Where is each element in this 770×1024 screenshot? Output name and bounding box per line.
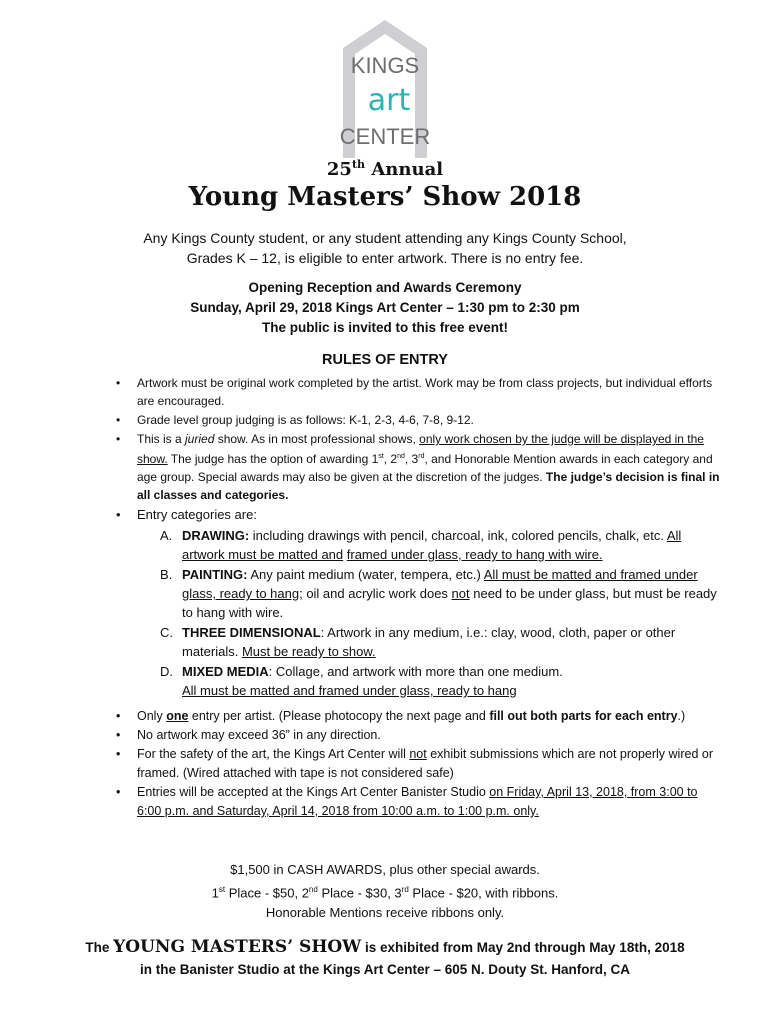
text: is exhibited from May 2nd through May 18th, 2018 — [361, 940, 685, 955]
sup-st: st — [378, 453, 384, 460]
fill-out-emphasis: fill out both parts for each entry — [489, 709, 678, 723]
category-three-dimensional — [137, 623, 722, 661]
text: Place - $50, 2 — [225, 885, 309, 901]
category-drawing — [137, 526, 722, 564]
text: entry per artist. (Please photocopy the next page and — [188, 709, 490, 723]
category-text: including drawings with pencil, charcoal, ink, colored pencils, chalk, etc. — [249, 528, 667, 543]
category-underlined: framed under glass, ready to hang with wire. — [346, 547, 603, 562]
awards-info — [0, 860, 770, 923]
category-letter: D. — [160, 664, 173, 679]
category-text: need to be under glass, but must be ready to hang with wire. — [182, 586, 717, 620]
category-name: DRAWING: — [182, 528, 250, 543]
anniversary-number: 25 — [326, 159, 352, 180]
category-underlined: Must be ready to show. — [241, 644, 376, 659]
text: No artwork may exceed 36” in any direction. — [137, 728, 381, 742]
rules-heading: RULES OF ENTRY — [322, 352, 448, 368]
reception-info — [0, 278, 770, 338]
exhibition-footer — [0, 936, 770, 981]
text: exhibit submissions which are not properly wired or framed. (Wired attached with tape is not considered safe) — [137, 747, 713, 780]
juried-underlined: only work chosen by the judge will be displayed in the show. — [137, 432, 704, 466]
category-mixed-media — [137, 662, 722, 700]
reception-title: Opening Reception and Awards Ceremony — [248, 280, 522, 295]
judge-decision-final: The judge’s decision is final in all classes and categories. — [137, 470, 720, 502]
sup-rd: rd — [418, 453, 425, 460]
rule-original-work-text: Artwork must be original work completed by the artist. Work may be from class projects, but individual efforts are encouraged. — [137, 376, 713, 408]
juried-text-f: , 2 — [383, 452, 398, 466]
anniversary-line — [0, 158, 770, 180]
juried-text-c: show. As in most professional shows, — [214, 432, 420, 446]
not-emphasis: not — [409, 747, 427, 761]
category-letter: A. — [160, 528, 173, 543]
category-name: PAINTING: — [182, 567, 248, 582]
rule-original-work — [112, 374, 722, 410]
eligibility-intro — [0, 228, 770, 268]
logo-arch-graphic — [335, 18, 435, 158]
juried-text-h: , and Honorable Mention awards in each category and age group. Special awards may also be given at the discretion of the judges. — [137, 452, 713, 484]
sup: rd — [401, 885, 409, 894]
rule-grade-judging — [112, 411, 722, 429]
logo-art-text: art — [367, 83, 411, 118]
juried-text-e: The judge has the option of awarding 1 — [167, 452, 379, 466]
text: .) — [677, 709, 686, 723]
show-name: YOUNG MASTERS’ SHOW — [113, 937, 362, 957]
text: 1 — [211, 885, 219, 901]
text: Place - $30, 3 — [317, 885, 402, 901]
category-painting — [137, 565, 722, 622]
juried-text-g: , 3 — [404, 452, 419, 466]
intro-line-1: Any Kings County student, or any student attending any Kings County School, — [143, 230, 627, 246]
reception-public-note: The public is invited to this free event! — [261, 320, 509, 335]
entry-dates-underlined: on Friday, April 13, 2018, from 3:00 to 6:00 p.m. and Saturday, April 14, 2018 from 10:00 a.m. to 1:00 p.m. only. — [137, 785, 698, 818]
rule-juried-show — [112, 430, 722, 504]
rule-grade-judging-text: Grade level group judging is as follows: K-1, 2-3, 4-6, 7-8, 9-12. — [137, 413, 474, 427]
rule-entry-dates — [112, 783, 722, 821]
text: Entries will be accepted at the Kings Art Center Banister Studio — [137, 785, 490, 799]
cash-awards-line: $1,500 in CASH AWARDS, plus other special awards. — [230, 862, 540, 877]
category-list — [137, 526, 722, 700]
text: The — [85, 940, 114, 955]
category-underlined: not — [451, 586, 470, 601]
rule-safety — [112, 745, 722, 783]
category-text: Any paint medium (water, tempera, etc.) — [247, 567, 484, 582]
category-name: MIXED MEDIA — [182, 664, 269, 679]
page-title: Young Masters’ Show 2018 — [188, 182, 582, 212]
footer-line-1 — [0, 936, 770, 959]
honorable-mentions-line: Honorable Mentions receive ribbons only. — [265, 905, 505, 921]
category-text: : Artwork in any medium, i.e.: clay, wood, cloth, paper or other materials. — [182, 625, 676, 659]
sup: nd — [308, 885, 318, 894]
juried-text-a: This is a — [137, 432, 186, 446]
rule-one-entry — [112, 707, 722, 726]
text: For the safety of the art, the Kings Art Center will — [137, 747, 410, 761]
reception-date: Sunday, April 29, 2018 Kings Art Center – 1:30 pm to 2:30 pm — [190, 300, 580, 315]
category-name: THREE DIMENSIONAL — [182, 625, 321, 640]
place-awards-line — [0, 880, 770, 903]
category-text: : Collage, and artwork with more than one medium. — [268, 664, 563, 679]
kings-art-center-logo — [335, 18, 435, 158]
text: Place - $20, with ribbons. — [408, 885, 559, 901]
intro-line-2: Grades K – 12, is eligible to enter artwork. There is no entry fee. — [186, 250, 584, 266]
sup: st — [218, 885, 226, 894]
anniversary-suffix: th — [351, 158, 366, 171]
logo-kings-text: KINGS — [350, 53, 420, 78]
category-text: oil and acrylic work does — [302, 586, 452, 601]
logo-center-text: CENTER — [339, 124, 431, 149]
footer-line-2: in the Banister Studio at the Kings Art Center – 605 N. Douty St. Hanford, CA — [139, 962, 631, 977]
text: Only — [137, 709, 167, 723]
sup-nd: nd — [397, 453, 405, 460]
juried-word: juried — [185, 432, 215, 446]
one-emphasis: one — [166, 709, 189, 723]
rule-size-limit — [112, 726, 722, 745]
rules-list — [112, 374, 722, 701]
rule-entry-categories — [112, 505, 722, 700]
category-letter: C. — [160, 625, 173, 640]
anniversary-word: Annual — [371, 159, 444, 180]
category-letter: B. — [160, 567, 173, 582]
category-underlined: All artwork must be matted and — [182, 528, 682, 562]
entry-categories-label: Entry categories are: — [137, 507, 257, 522]
category-underlined: All must be matted and framed under glass, ready to hang; — [182, 567, 698, 601]
category-underlined: All must be matted and framed under glass, ready to hang — [182, 683, 517, 698]
rules-list-2 — [112, 707, 722, 821]
